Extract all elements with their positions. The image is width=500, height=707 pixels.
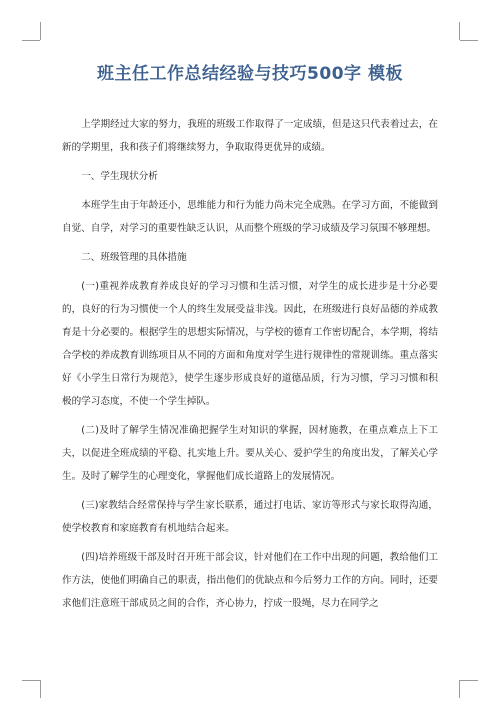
body-paragraph: 本班学生由于年龄还小，思维能力和行为能力尚未完全成熟。在学习方面，不能做到自觉、自学，对学习的重要性缺乏认识，从而整个班级的学习成绩及学习氛围不够理想。 <box>62 200 438 234</box>
body-paragraph: (一)重视养成教育养成良好的学习习惯和生活习惯，对学生的成长进步是十分必要的，良好的行为习惯使一个人的终生发展受益非浅。因此，在班级进行良好品德的养成教育是十分必要的。根据学生的思想实际情况，与学校的德育工作密切配合，本学期，将结合学校的养成教育训练项目从不同的方面和角度对学生进行规律性的常规训练。重点落实好《小学生日常行为规范》，使学生逐步形成良好的道德品质，行为习惯，学习习惯和积极的学习态度，不使一个学生掉队。 <box>62 281 438 407</box>
document-title: 班主任工作总结经验与技巧500字 模板 <box>97 64 403 84</box>
crop-mark-top-left <box>22 40 40 41</box>
document-body <box>62 113 438 621</box>
crop-mark-bottom-left <box>40 680 41 698</box>
body-paragraph: (三)家教结合经常保持与学生家长联系，通过打电话、家访等形式与家长取得沟通，使学校教育和家庭教育有机地结合起来。 <box>62 500 438 534</box>
body-paragraph: (二)及时了解学生情况准确把握学生对知识的掌握，因材施教，在重点难点上下工夫，以促进全班成绩的平稳、扎实地上升。要从关心、爱护学生的角度出发，了解关心学生。及时了解学生的心理变化，掌握他们成长道路上的发展情况。 <box>62 425 438 482</box>
section-heading: 二、班级管理的具体措施 <box>81 252 187 263</box>
crop-mark-top-left <box>40 22 41 40</box>
crop-mark-top-right <box>460 40 478 41</box>
intro-paragraph: 上学期经过大家的努力，我班的班级工作取得了一定成绩，但是这只代表着过去，在新的学期里，我和孩子们将继续努力，争取取得更优异的成绩。 <box>62 119 438 153</box>
body-paragraph: (四)培养班级干部及时召开班干部会议，针对他们在工作中出现的问题，教给他们工作方法，使他们明确自己的职责，指出他们的优缺点和今后努力工作的方向。同时，还要求他们注意班干部成员之间的合作，齐心协力，拧成一股绳，尽力在同学之 <box>62 552 438 609</box>
section-heading: 一、学生现状分析 <box>81 171 158 182</box>
crop-mark-bottom-left <box>22 680 40 681</box>
crop-mark-top-right <box>459 22 460 40</box>
crop-mark-bottom-right <box>460 680 478 681</box>
crop-mark-bottom-right <box>459 680 460 698</box>
